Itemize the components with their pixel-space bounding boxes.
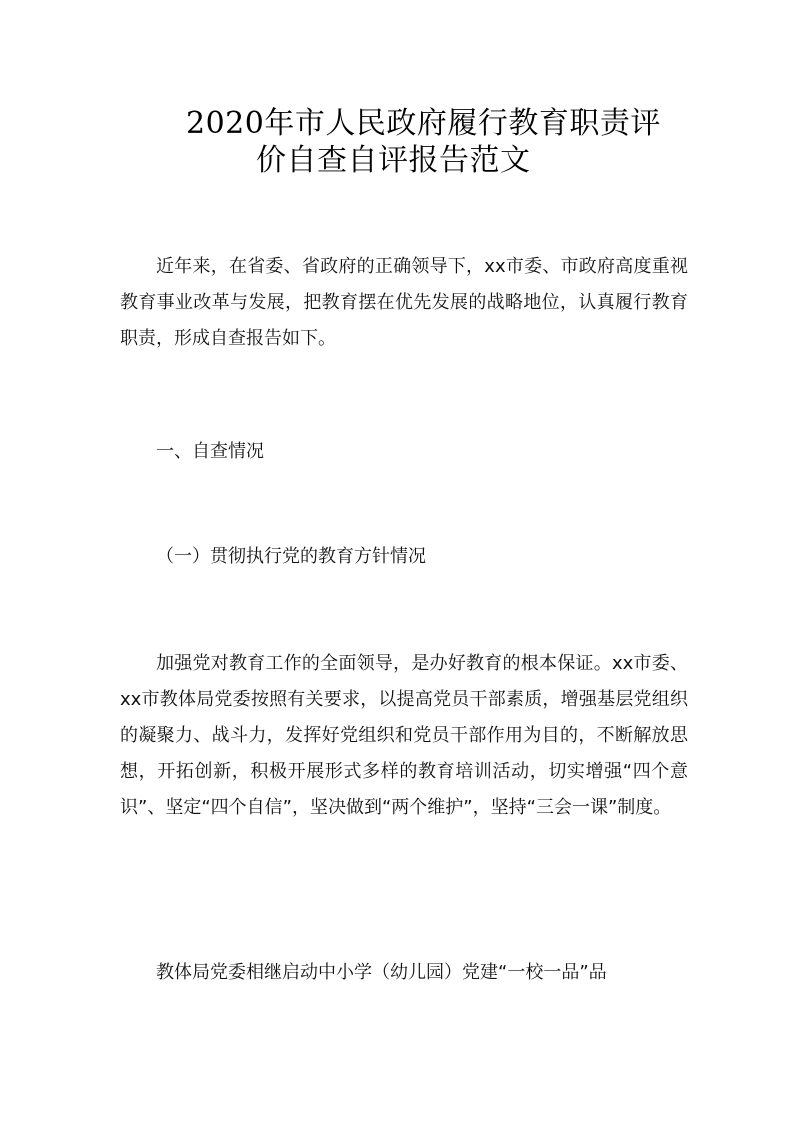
subsection-heading: （一）贯彻执行党的教育方针情况 <box>156 546 426 567</box>
document-title-line-2: 价自查自评报告范文 <box>256 143 531 178</box>
document-title-line-1: 2020年市人民政府履行教育职责评 <box>186 106 661 141</box>
section-heading: 一、自查情况 <box>156 441 264 462</box>
body-paragraph-continued: 教体局党委相继启动中小学（幼儿园）党建“一校一品”品 <box>156 962 607 983</box>
body-paragraph-party-leadership: 加强党对教育工作的全面领导，是办好教育的根本保证。xx市委、xx市教体局党委按照有关要求，以提高党员干部素质，增强基层党组织的凝聚力、战斗力，发挥好党组织和党员干部作用为目的，不断解放思想，开拓创新，积极开展形式多样的教育培训活动，切实增强“四个意识”、坚定“四个自信”，坚决做到“两个维护”，坚持“三会一课”制度。 <box>120 653 688 818</box>
intro-paragraph: 近年来，在省委、省政府的正确领导下，xx市委、市政府高度重视教育事业改革与发展，把教育摆在优先发展的战略地位，认真履行教育职责，形成自查报告如下。 <box>120 256 688 349</box>
